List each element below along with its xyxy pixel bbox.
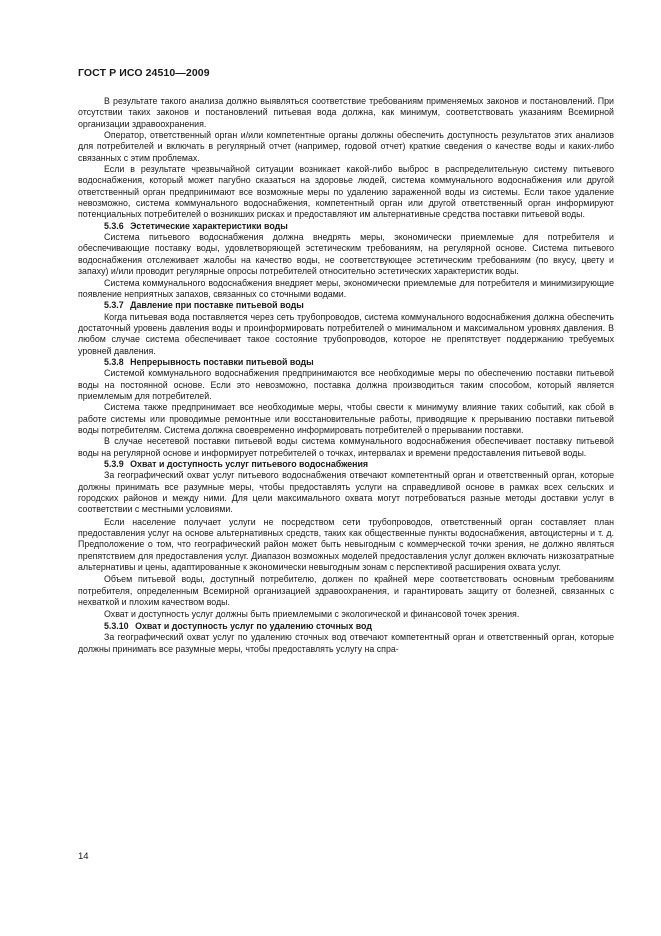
paragraph: Если в результате чрезвычайной ситуации возникает какой-либо выброс в распределительную систему питьевого водоснабжения, который может пагубно сказаться на здоровье людей, система коммунального водоснабжения или другой ответственный орган предпринимают все возможные меры по удалению зараженной воды из системы. Если такое удаление невозможно, система коммунального водоснабжения, компетентный орган или другой ответственный орган информируют потенциальных потребителей о возникших рисках и предоставляют им альтернативные средства поставки питьевой воды. xyxy=(78,164,614,220)
section-title: Охват и доступность услуг питьевого водоснабжения xyxy=(130,459,369,469)
section-number: 5.3.6 xyxy=(104,220,124,231)
section-number: 5.3.8 xyxy=(104,356,124,367)
section-heading-5-3-6 xyxy=(78,221,614,232)
section-heading-5-3-7 xyxy=(78,300,614,311)
paragraph: Оператор, ответственный орган и/или компетентные органы должны обеспечить доступность результатов этих анализов для потребителей и включать в регулярный отчет (например, годовой отчет) краткие сведения о качестве воды и каких-либо связанных с этим проблемах. xyxy=(78,130,614,163)
section-heading-5-3-9 xyxy=(78,459,614,470)
section-title: Непрерывность поставки питьевой воды xyxy=(130,356,314,367)
paragraph: Объем питьевой воды, доступный потребителю, должен по крайней мере соответствовать основным требованиям потребителя, определенным Всемирной организацией здравоохранения, и гарантировать защиту от болезней, связанных с нехваткой и плохим качеством воды. xyxy=(78,574,614,608)
paragraph: Система питьевого водоснабжения должна внедрять меры, экономически приемлемые для потребителя и обеспечивающие поставку воды, удовлетворяющей эстетическим требованиям, на регулярной основе. Система питьевого водоснабжения отслеживает жалобы на качество воды, не соответствующее эстетическим требованиям (по вкусу, цвету и запаху) и/или проводит регулярные опросы потребителей относительно эстетических характеристик воды. xyxy=(78,232,614,277)
body-text xyxy=(78,96,614,655)
document-header: ГОСТ Р ИСО 24510—2009 xyxy=(78,67,210,79)
paragraph: Система также предпринимает все необходимые меры, чтобы свести к минимуму влияние таких событий, как сбой в работе системы или проводимые ремонтные или восстановительные работы, приводящие к прерыванию поставки питьевой воды потребителям. Система должна своевременно информировать потребителей о прерывании поставки. xyxy=(78,402,614,435)
section-number: 5.3.7 xyxy=(104,300,124,311)
paragraph: В результате такого анализа должно выявляться соответствие требованиям применяемых законов и постановлений. При отсутствии таких законов и постановлений питьевая вода должна, как минимум, соответствовать указаниям Всемирной организации здравоохранения. xyxy=(78,96,614,129)
section-number: 5.3.10 xyxy=(104,620,129,631)
section-title: Эстетические характеристики воды xyxy=(130,220,288,231)
paragraph: За географический охват услуг питьевого водоснабжения отвечают компетентный орган и ответственный орган, которые должны принимать все разумные меры, чтобы предоставлять услуги на справедливой основе в рамках всех сельских и городских районов и между ними. Для цели максимального охвата могут потребоваться разные методы доставки услуг в соответствии с местными условиями. xyxy=(78,470,614,515)
page-number: 14 xyxy=(78,851,89,862)
section-title: Давление при поставке питьевой воды xyxy=(130,300,304,311)
paragraph: Если население получает услуги не посредством сети трубопроводов, ответственный орган составляет план предоставления услуг на основе альтернативных средств, таких как общественные пункты водоснабжения, автоцистерны и т. д. Предположение о том, что географический район может быть невыгодным с коммерческой точки зрения, не должно являться препятствием для предоставления услуг. Диапазон возможных моделей предоставления услуг должен включать низкозатратные альтернативы и цены, адаптированные к экономически невыгодным зонам с перспективой расширения охвата услуг. xyxy=(78,516,614,573)
paragraph: Системой коммунального водоснабжения предпринимаются все необходимые меры по обеспечению поставки питьевой воды на постоянной основе. Если это невозможно, поставка должна производиться таким способом, который является приемлемым для потребителей. xyxy=(78,368,614,401)
paragraph: Когда питьевая вода поставляется через сеть трубопроводов, система коммунального водоснабжения должна обеспечить достаточный уровень давления воды и проинформировать потребителей о минимальном и максимальном уровнях давления. В любом случае система обеспечивает такое состояние трубопроводов, которое не препятствует поддержанию требуемых уровней давления. xyxy=(78,311,614,356)
paragraph: За географический охват услуг по удалению сточных вод отвечают компетентный орган и ответственный орган, которые должны принимать все разумные меры, чтобы предоставлять услугу на спра- xyxy=(78,632,614,654)
section-title: Охват и доступность услуг по удалению сточных вод xyxy=(135,620,372,631)
section-heading-5-3-8 xyxy=(78,357,614,368)
section-number: 5.3.9 xyxy=(104,459,124,469)
paragraph: Система коммунального водоснабжения внедряет меры, экономически приемлемые для потребителя и минимизирующие появление неприятных запахов, связанных со сточными водами. xyxy=(78,277,614,299)
paragraph: В случае несетевой поставки питьевой воды система коммунального водоснабжения обеспечивает поставку питьевой воды на регулярной основе и информирует потребителей о точках, интервалах и времени предоставления питьевой воды. xyxy=(78,436,614,458)
section-heading-5-3-10 xyxy=(78,621,614,632)
paragraph: Охват и доступность услуг должны быть приемлемыми с экологической и финансовой точек зрения. xyxy=(104,609,520,620)
